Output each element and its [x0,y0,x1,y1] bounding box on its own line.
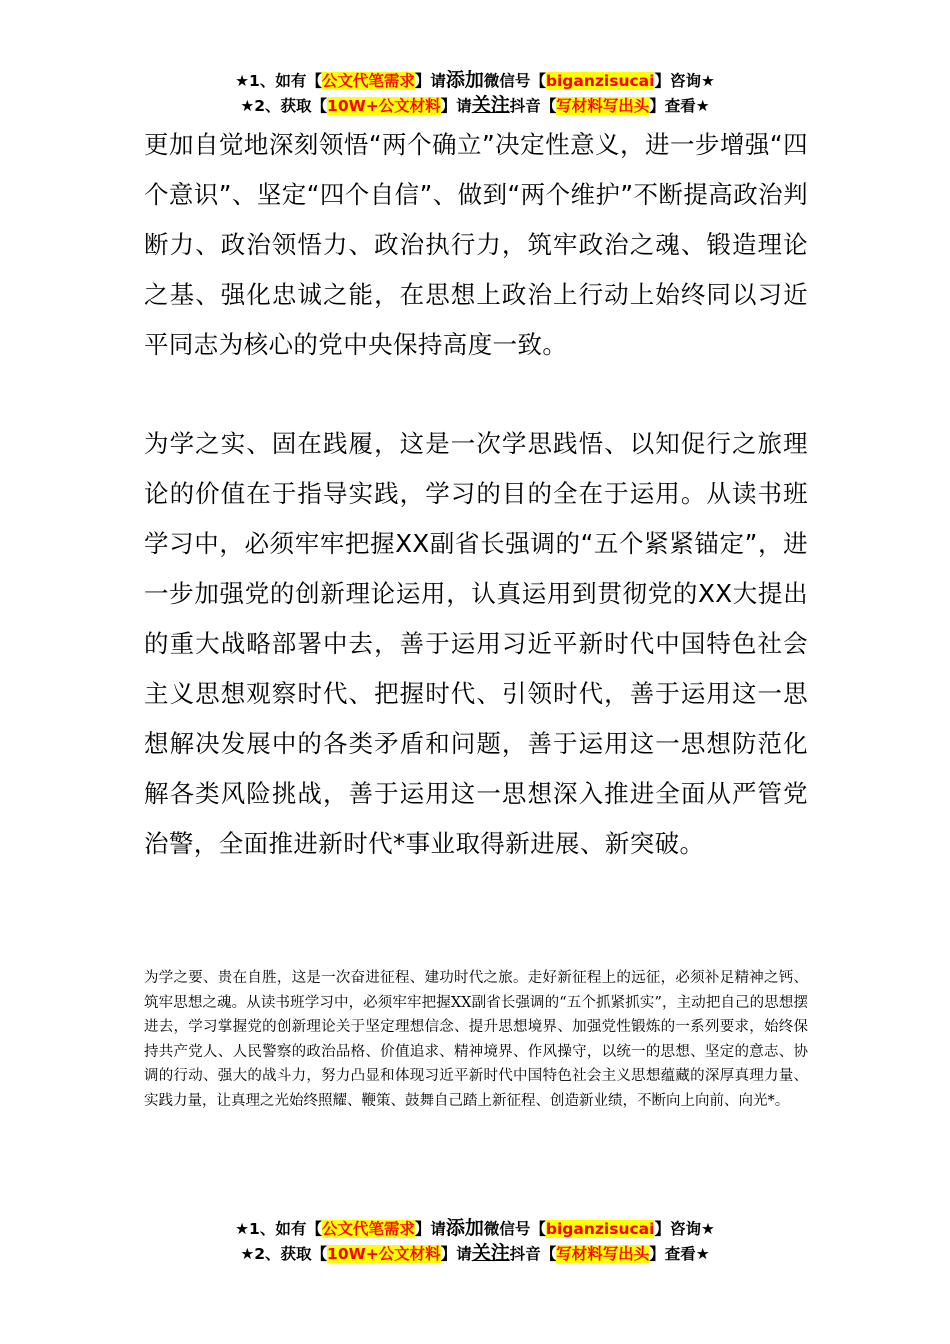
highlight-service: 公文代笔需求 [321,1220,415,1238]
highlight-materials: 10W+公文材料 [327,97,441,115]
highlight-wechat-id: biganzisucai [545,72,655,90]
banner-text: 】咨询★ [654,1220,715,1238]
banner-text: 】查看★ [649,1245,710,1263]
body-paragraph-3: 为学之要、贵在自胜，这是一次奋进征程、建功时代之旅。走好新征程上的远征，必须补足精神之钙、筑牢思想之魂。从读书班学习中，必须牢牢把握XX副省长强调的“五个抓紧抓实”，主动把自己的思想摆进去，学习掌握党的创新理论关于坚定理想信念、提升思想境界、加强党性锻炼的一系列要求，始终保持共产党人、人民警察的政治品格、价值追求、精神境界、作风操守，以统一的思想、坚定的意志、协调的行动、强大的战斗力，努力凸显和体现习近平新时代中国特色社会主义思想蕴藏的深厚真理力量、实践力量，让真理之光始终照耀、鞭策、鼓舞自己踏上新征程、创造新业绩，不断向上向前、向光*。 [144,970,808,1109]
highlight-wechat-id: biganzisucai [545,1220,655,1238]
body-paragraph-1: 更加自觉地深刻领悟“两个确立”决定性意义，进一步增强“四个意识”、坚定“四个自信”、做到“两个维护”不断提高政治判断力、政治领悟力、政治执行力，筑牢政治之魂、锻造理论之基、强化忠诚之能，在思想上政治上行动上始终同以习近平同志为核心的党中央保持高度一致。 [144,130,808,359]
banner-text: ★2、获取【 [240,1245,328,1263]
banner-text: 】查看★ [649,97,710,115]
footer-banner [0,1216,950,1266]
banner-emphasis: 添加 [445,1217,484,1239]
banner-text: 】请 [414,72,446,90]
banner-line-2 [0,93,950,118]
banner-text: 】咨询★ [654,72,715,90]
banner-emphasis: 关注 [471,94,510,116]
banner-line-2 [0,1241,950,1266]
banner-line-1 [0,68,950,93]
banner-text: ★1、如有【 [235,72,322,90]
banner-text: ★2、获取【 [240,97,328,115]
header-banner [0,68,950,118]
body-paragraph-2: 为学之实、固在践履，这是一次学思践悟、以知促行之旅理论的价值在于指导实践，学习的目的全在于运用。从读书班学习中，必须牢牢把握XX副省长强调的“五个紧紧锚定”，进一步加强党的创新理论运用，认真运用到贯彻党的XX大提出的重大战略部署中去，善于运用习近平新时代中国特色社会主义思想观察时代、把握时代、引领时代，善于运用这一思想解决发展中的各类矛盾和问题，善于运用这一思想防范化解各类风险挑战，善于运用这一思想深入推进全面从严管党治警，全面推进新时代*事业取得新进展、新突破。 [144,429,808,858]
banner-text: 】请 [440,97,472,115]
banner-line-1 [0,1216,950,1241]
banner-text: 微信号【 [483,1220,546,1238]
banner-emphasis: 添加 [445,69,484,91]
highlight-service: 公文代笔需求 [321,72,415,90]
banner-text: 抖音【 [509,1245,557,1263]
banner-text: ★1、如有【 [235,1220,322,1238]
highlight-douyin-account: 写材料写出头 [556,97,650,115]
banner-text: 抖音【 [509,97,557,115]
banner-text: 】请 [440,1245,472,1263]
banner-text: 】请 [414,1220,446,1238]
banner-emphasis: 关注 [471,1242,510,1264]
highlight-materials: 10W+公文材料 [327,1245,441,1263]
banner-text: 微信号【 [483,72,546,90]
highlight-douyin-account: 写材料写出头 [556,1245,650,1263]
